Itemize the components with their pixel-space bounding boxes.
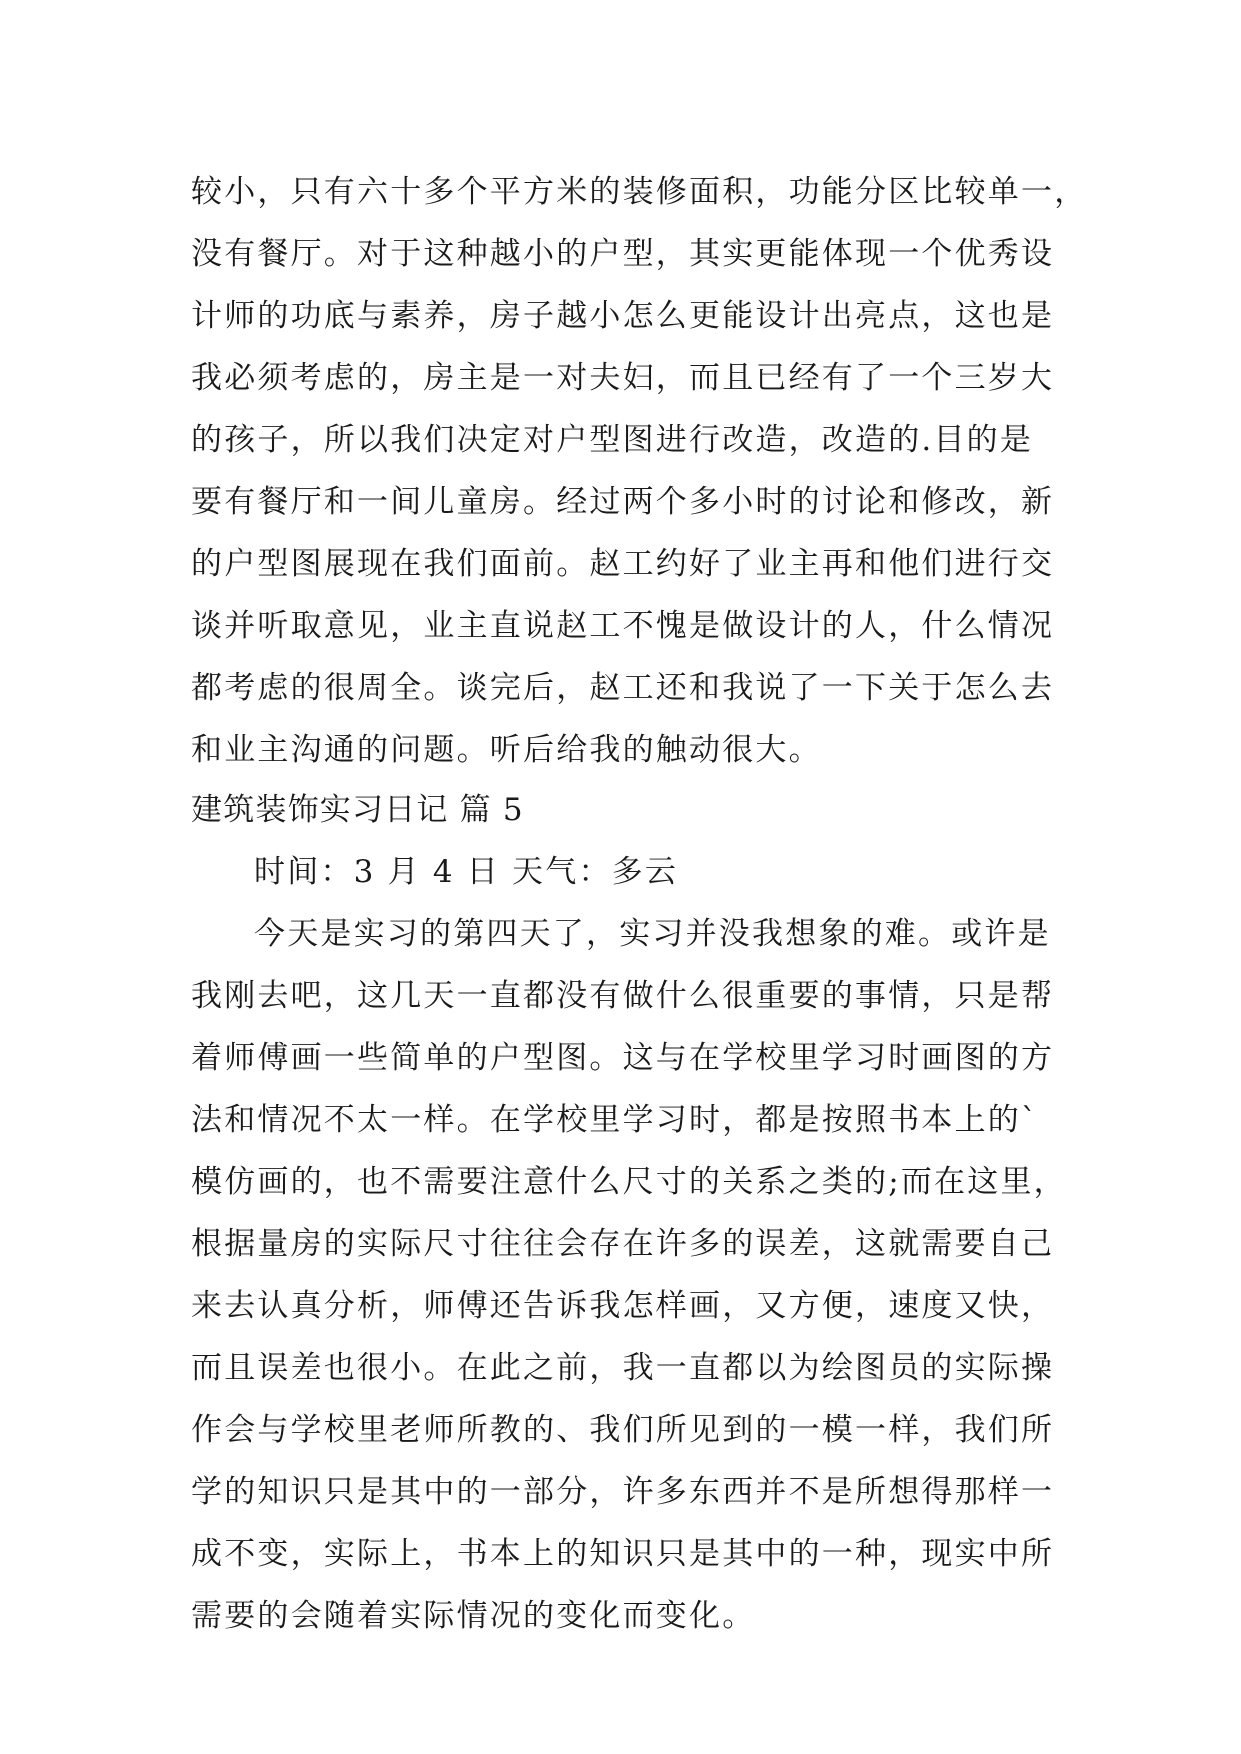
text-line: 法和情况不太一样。在学校里学习时，都是按照书本上的` <box>191 1102 1039 1138</box>
text-line: 要有餐厅和一间儿童房。经过两个多小时的讨论和修改，新 <box>191 484 1055 520</box>
text-line: 计师的功底与素养，房子越小怎么更能设计出亮点，这也是 <box>191 298 1055 334</box>
text-line: 着师傅画一些简单的户型图。这与在学校里学习时画图的方 <box>191 1040 1055 1076</box>
text-line: 没有餐厅。对于这种越小的户型，其实更能体现一个优秀设 <box>191 236 1055 272</box>
section-heading: 建筑装饰实习日记 篇 5 <box>191 792 524 828</box>
text-line: 我刚去吧，这几天一直都没有做什么很重要的事情，只是帮 <box>191 978 1055 1014</box>
text-line: 而且误差也很小。在此之前，我一直都以为绘图员的实际操 <box>191 1350 1055 1386</box>
text-line: 作会与学校里老师所教的、我们所见到的一模一样，我们所 <box>191 1412 1055 1448</box>
text-line: 的户型图展现在我们面前。赵工约好了业主再和他们进行交 <box>191 546 1055 582</box>
date-weather-line: 时间：3 月 4 日 天气：多云 <box>254 854 679 890</box>
text-line: 学的知识只是其中的一部分，许多东西并不是所想得那样一 <box>191 1474 1055 1510</box>
text-line: 今天是实习的第四天了，实习并没我想象的难。或许是 <box>254 916 1051 952</box>
text-line: 都考虑的很周全。谈完后，赵工还和我说了一下关于怎么去 <box>191 670 1055 706</box>
text-line: 较小，只有六十多个平方米的装修面积，功能分区比较单一， <box>191 174 1088 210</box>
text-line: 和业主沟通的问题。听后给我的触动很大。 <box>191 732 822 768</box>
text-line: 谈并听取意见，业主直说赵工不愧是做设计的人，什么情况 <box>191 608 1055 644</box>
text-line: 的孩子，所以我们决定对户型图进行改造，改造的.目的是 <box>191 422 1034 458</box>
text-line: 根据量房的实际尺寸往往会存在许多的误差，这就需要自己 <box>191 1226 1055 1262</box>
text-line: 需要的会随着实际情况的变化而变化。 <box>191 1598 756 1634</box>
text-line: 模仿画的，也不需要注意什么尺寸的关系之类的;而在这里， <box>191 1164 1067 1200</box>
text-line: 我必须考虑的，房主是一对夫妇，而且已经有了一个三岁大 <box>191 360 1055 396</box>
text-line: 来去认真分析，师傅还告诉我怎样画，又方便，速度又快， <box>191 1288 1055 1324</box>
text-line: 成不变，实际上，书本上的知识只是其中的一种，现实中所 <box>191 1536 1055 1572</box>
